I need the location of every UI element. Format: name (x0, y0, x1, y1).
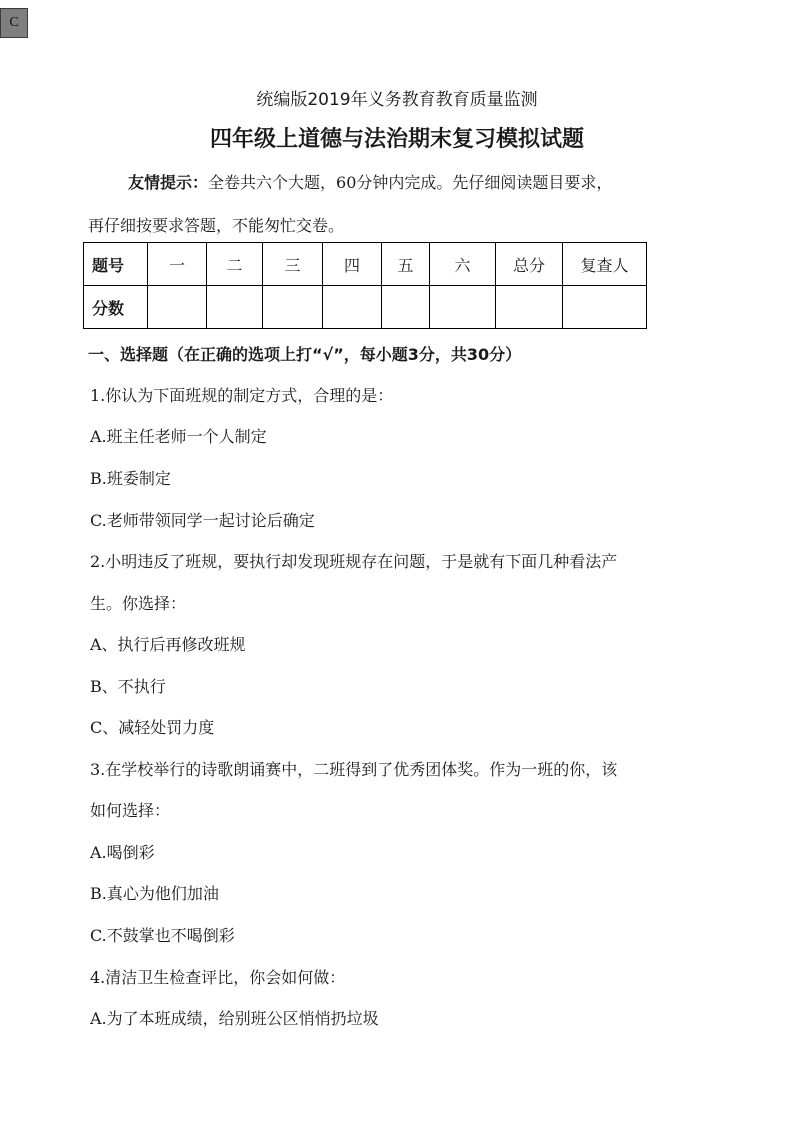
question-2-option-a: A、执行后再修改班规 (90, 635, 246, 654)
score-cell[interactable] (207, 286, 263, 329)
score-cell[interactable] (382, 286, 430, 329)
question-3-option-c: C.不鼓掌也不喝倒彩 (90, 926, 235, 945)
question-1-stem: 1.你认为下面班规的制定方式，合理的是： (90, 386, 394, 405)
notice-line-2: 再仔细按要求答题，不能匆忙交卷。 (88, 216, 345, 235)
score-table-row-score (84, 286, 647, 329)
column-header: 复查人 (563, 243, 647, 286)
score-cell[interactable] (323, 286, 382, 329)
score-cell[interactable] (563, 286, 647, 329)
corner-label-box (0, 8, 28, 38)
column-header: 总分 (496, 243, 563, 286)
column-header: 五 (382, 243, 430, 286)
score-table (83, 242, 647, 329)
question-3-option-a: A.喝倒彩 (90, 843, 155, 862)
row-header-score: 分数 (84, 286, 148, 329)
notice-line-1 (88, 170, 728, 193)
notice-label: 友情提示： (128, 173, 209, 192)
score-table-row-number (84, 243, 647, 286)
question-4-stem: 4.清洁卫生检查评比，你会如何做： (90, 968, 346, 987)
question-1-option-a: A.班主任老师一个人制定 (90, 427, 267, 446)
row-header-number: 题号 (84, 243, 148, 286)
question-2-option-b: B、不执行 (90, 677, 166, 696)
column-header: 四 (323, 243, 382, 286)
score-cell[interactable] (148, 286, 207, 329)
column-header: 六 (430, 243, 496, 286)
question-2-stem-line-2: 生。你选择： (90, 594, 187, 613)
exam-title: 四年级上道德与法治期末复习模拟试题 (209, 127, 584, 152)
corner-label: C (9, 15, 19, 30)
column-header: 三 (263, 243, 323, 286)
question-1-option-c: C.老师带领同学一起讨论后确定 (90, 511, 315, 530)
score-cell[interactable] (496, 286, 563, 329)
notice-text-1: 全卷共六个大题，60分钟内完成。先仔细阅读题目要求， (208, 173, 613, 192)
score-cell[interactable] (430, 286, 496, 329)
column-header: 二 (207, 243, 263, 286)
exam-subtitle: 统编版2019年义务教育教育质量监测 (256, 90, 538, 110)
question-2-option-c: C、减轻处罚力度 (90, 718, 215, 737)
question-2-stem-line-1: 2.小明违反了班规，要执行却发现班规存在问题，于是就有下面几种看法产 (90, 552, 618, 571)
question-1-option-b: B.班委制定 (90, 469, 171, 488)
question-4-option-a: A.为了本班成绩，给别班公区悄悄扔垃圾 (90, 1009, 379, 1028)
question-3-option-b: B.真心为他们加油 (90, 884, 219, 903)
question-3-stem-line-2: 如何选择： (90, 801, 171, 820)
score-cell[interactable] (263, 286, 323, 329)
section-heading: 一、选择题（在正确的选项上打“√”，每小题3分，共30分） (88, 345, 522, 364)
column-header: 一 (148, 243, 207, 286)
question-3-stem-line-1: 3.在学校举行的诗歌朗诵赛中，二班得到了优秀团体奖。作为一班的你，该 (90, 760, 618, 779)
